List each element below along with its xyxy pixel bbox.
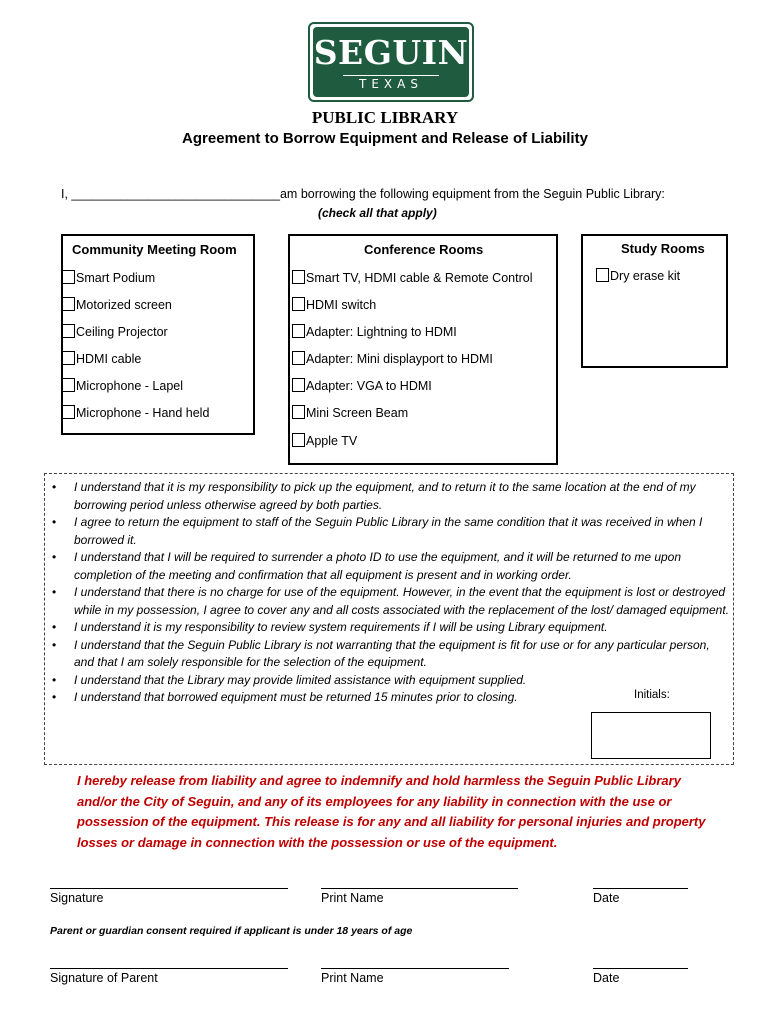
logo-sub-text: TEXAS [359, 77, 423, 91]
checkbox-item[interactable]: Adapter: VGA to HDMI [292, 378, 432, 394]
conference-rooms-box [288, 234, 558, 465]
term-item: • I understand that I will be required to surrender a photo ID to use the equipment, and it will be returned to me upon completion of the meeting and confirmation that all equipment is present and in working order. [50, 549, 730, 584]
date-label: Date [593, 891, 620, 905]
seguin-logo [308, 22, 474, 102]
parent-print-name-label: Print Name [321, 971, 384, 985]
borrower-statement: I, ______________________________am borrowing the following equipment from the Seguin Public Library: [61, 187, 665, 201]
checkbox[interactable] [596, 268, 609, 282]
parent-date-label: Date [593, 971, 620, 985]
initials-field[interactable] [591, 712, 711, 759]
checkbox-item[interactable]: Microphone - Lapel [62, 378, 183, 394]
term-item: • I understand that there is no charge for use of the equipment. However, in the event that the equipment is lost or destroyed while in my possession, I agree to cover any and all costs associated with the replacement of the lost/ damaged equipment. [50, 584, 730, 619]
checkbox[interactable] [292, 297, 305, 311]
checkbox-item[interactable]: HDMI cable [62, 351, 141, 367]
checkbox-item[interactable]: Adapter: Mini displayport to HDMI [292, 351, 493, 367]
signature-label: Signature [50, 891, 104, 905]
library-title: PUBLIC LIBRARY [311, 108, 459, 127]
checkbox[interactable] [292, 270, 305, 284]
term-item: • I understand that borrowed equipment must be returned 15 minutes prior to closing. [50, 689, 730, 707]
community-room-title: Community Meeting Room [72, 242, 237, 257]
term-item: • I understand it is my responsibility to review system requirements if I will be using Library equipment. [50, 619, 730, 637]
checkbox[interactable] [62, 297, 75, 311]
checkbox-item[interactable]: Motorized screen [62, 297, 172, 313]
checkbox-item[interactable]: Smart TV, HDMI cable & Remote Control [292, 270, 532, 286]
checkbox[interactable] [62, 324, 75, 338]
initials-label: Initials: [634, 689, 670, 701]
print-name-field[interactable] [321, 888, 518, 889]
term-item: • I understand that the Library may provide limited assistance with equipment supplied. [50, 672, 730, 690]
checkbox-item[interactable]: Dry erase kit [596, 268, 680, 284]
checkbox[interactable] [292, 405, 305, 419]
signature-field[interactable] [50, 888, 288, 889]
conference-rooms-title: Conference Rooms [364, 242, 484, 257]
date-field[interactable] [593, 888, 688, 889]
study-rooms-title: Study Rooms [621, 241, 705, 256]
document-title: Agreement to Borrow Equipment and Release of Liability [182, 130, 588, 147]
terms-list [50, 479, 730, 707]
checkbox-item[interactable]: Mini Screen Beam [292, 405, 408, 421]
parent-print-name-field[interactable] [321, 968, 509, 969]
parent-signature-field[interactable] [50, 968, 288, 969]
term-item: • I understand that the Seguin Public Library is not warranting that the equipment is fit for use or for any particular person, and that I am solely responsible for the selection of the equipment. [50, 637, 730, 672]
checkbox[interactable] [292, 378, 305, 392]
checkbox[interactable] [292, 324, 305, 338]
checkbox[interactable] [62, 270, 75, 284]
print-name-label: Print Name [321, 891, 384, 905]
checkbox-item[interactable]: Microphone - Hand held [62, 405, 209, 421]
logo-main-text: SEGUIN [313, 33, 469, 72]
checkbox-item[interactable]: Apple TV [292, 433, 357, 449]
checkbox[interactable] [292, 433, 305, 447]
checkbox[interactable] [62, 378, 75, 392]
checkbox[interactable] [292, 351, 305, 365]
release-statement: I hereby release from liability and agree to indemnify and hold harmless the Seguin Public Library and/or the City of Seguin, and any of its employees for any liability in connection with the use or possession of the equipment. This release is for any and all liability for personal injuries and property losses or damage in connection with the possession or use of the equipment. [77, 773, 706, 850]
parent-date-field[interactable] [593, 968, 688, 969]
checkbox-item[interactable]: Smart Podium [62, 270, 155, 286]
parent-consent-note: Parent or guardian consent required if applicant is under 18 years of age [50, 925, 413, 937]
term-item: • I understand that it is my responsibility to pick up the equipment, and to return it to the same location at the end of my borrowing period unless otherwise agreed by both parties. [50, 479, 730, 514]
checkbox[interactable] [62, 351, 75, 365]
check-instruction: (check all that apply) [318, 206, 437, 220]
parent-signature-label: Signature of Parent [50, 971, 158, 985]
checkbox-item[interactable]: Ceiling Projector [62, 324, 168, 340]
term-item: • I agree to return the equipment to staff of the Seguin Public Library in the same condition that it was received in when I borrowed it. [50, 514, 730, 549]
checkbox[interactable] [62, 405, 75, 419]
logo-divider [343, 75, 439, 76]
checkbox-item[interactable]: Adapter: Lightning to HDMI [292, 324, 457, 340]
checkbox-item[interactable]: HDMI switch [292, 297, 376, 313]
